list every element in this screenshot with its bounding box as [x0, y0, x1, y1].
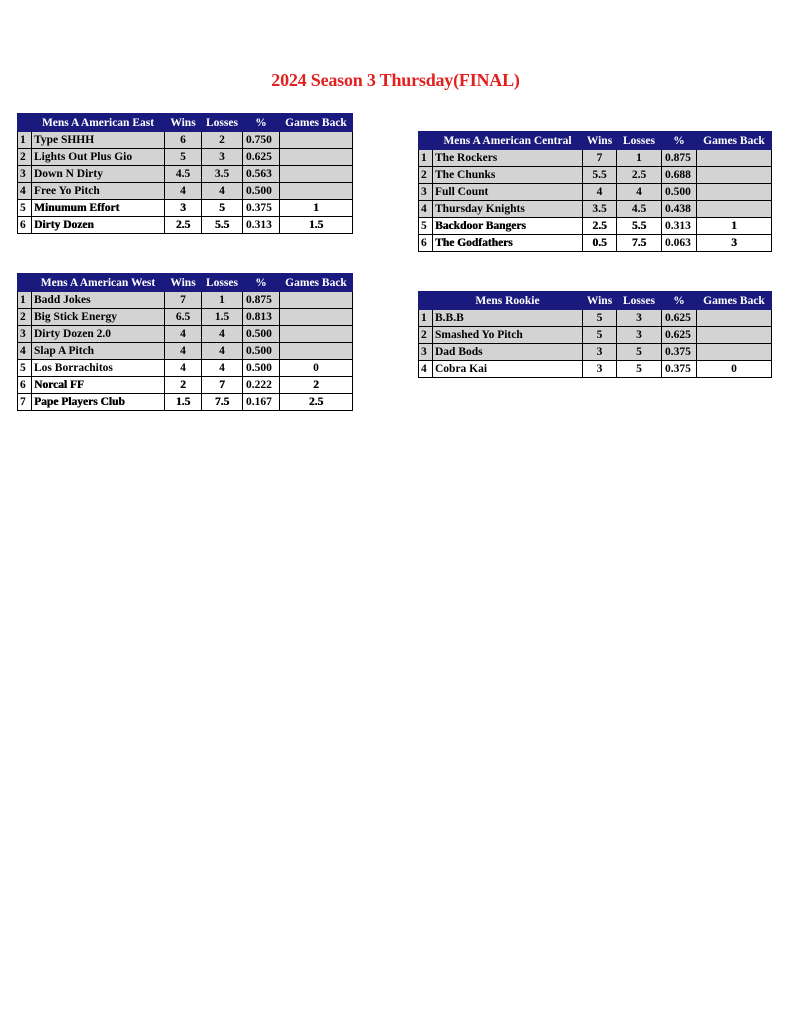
- team-name-cell: Full Count: [433, 184, 583, 201]
- games-back-cell: 0: [697, 361, 772, 378]
- games-back-cell: [697, 201, 772, 218]
- table-row: [419, 167, 772, 184]
- division-table-east: [17, 113, 353, 234]
- table-row: [18, 326, 353, 343]
- pct-cell: 0.563: [243, 166, 280, 183]
- wins-cell: 4: [165, 360, 202, 377]
- table-row: [18, 149, 353, 166]
- pct-cell: 0.750: [243, 132, 280, 149]
- table-header-row: [18, 114, 353, 132]
- division-name-header: Mens A American East: [32, 114, 165, 132]
- team-name-cell: B.B.B: [433, 310, 583, 327]
- team-name-cell: Norcal FF: [32, 377, 165, 394]
- games-back-cell: [280, 132, 353, 149]
- games-back-column-header: Games Back: [697, 292, 772, 310]
- team-name-cell: Free Yo Pitch: [32, 183, 165, 200]
- rank-cell: 4: [18, 343, 32, 360]
- wins-column-header: Wins: [583, 292, 617, 310]
- losses-cell: 4: [202, 360, 243, 377]
- rank-cell: 2: [18, 309, 32, 326]
- table-row: [419, 235, 772, 252]
- losses-cell: 4: [202, 343, 243, 360]
- table-header-row: [419, 292, 772, 310]
- wins-cell: 1.5: [165, 394, 202, 411]
- table-row: [18, 166, 353, 183]
- wins-cell: 4.5: [165, 166, 202, 183]
- pct-cell: 0.500: [243, 360, 280, 377]
- losses-cell: 1: [202, 292, 243, 309]
- rank-cell: 5: [18, 360, 32, 377]
- wins-column-header: Wins: [165, 114, 202, 132]
- wins-cell: 5.5: [583, 167, 617, 184]
- wins-cell: 7: [583, 150, 617, 167]
- pct-cell: 0.875: [243, 292, 280, 309]
- table-row: [419, 361, 772, 378]
- pct-cell: 0.375: [243, 200, 280, 217]
- team-name-cell: Thursday Knights: [433, 201, 583, 218]
- losses-cell: 3: [202, 149, 243, 166]
- pct-cell: 0.500: [243, 326, 280, 343]
- wins-cell: 4: [165, 326, 202, 343]
- rank-cell: 3: [18, 326, 32, 343]
- team-name-cell: Big Stick Energy: [32, 309, 165, 326]
- team-name-cell: Type SHHH: [32, 132, 165, 149]
- table-row: [419, 201, 772, 218]
- games-back-cell: [280, 183, 353, 200]
- rank-cell: 6: [419, 235, 433, 252]
- pct-cell: 0.313: [662, 218, 697, 235]
- pct-column-header: %: [662, 292, 697, 310]
- table-header-row: [419, 132, 772, 150]
- wins-cell: 4: [583, 184, 617, 201]
- games-back-cell: [697, 150, 772, 167]
- losses-cell: 5.5: [617, 218, 662, 235]
- table-row: [18, 377, 353, 394]
- page-title: 2024 Season 3 Thursday(FINAL): [271, 70, 520, 90]
- table-row: [419, 218, 772, 235]
- rank-column-header: [419, 132, 433, 150]
- pct-cell: 0.375: [662, 344, 697, 361]
- losses-cell: 1: [617, 150, 662, 167]
- wins-cell: 5: [583, 327, 617, 344]
- wins-cell: 3: [583, 344, 617, 361]
- losses-cell: 3: [617, 327, 662, 344]
- wins-column-header: Wins: [583, 132, 617, 150]
- rank-cell: 2: [419, 167, 433, 184]
- wins-cell: 6.5: [165, 309, 202, 326]
- losses-cell: 4.5: [617, 201, 662, 218]
- division-table-central: [418, 131, 772, 252]
- games-back-cell: [697, 184, 772, 201]
- losses-cell: 5: [617, 361, 662, 378]
- team-name-cell: The Godfathers: [433, 235, 583, 252]
- losses-cell: 1.5: [202, 309, 243, 326]
- rank-cell: 1: [18, 132, 32, 149]
- losses-column-header: Losses: [617, 132, 662, 150]
- table-row: [18, 292, 353, 309]
- table-row: [18, 217, 353, 234]
- games-back-cell: 1: [697, 218, 772, 235]
- table-row: [18, 309, 353, 326]
- games-back-cell: [280, 309, 353, 326]
- rank-cell: 6: [18, 377, 32, 394]
- pct-cell: 0.688: [662, 167, 697, 184]
- rank-cell: 5: [18, 200, 32, 217]
- team-name-cell: Cobra Kai: [433, 361, 583, 378]
- table-row: [18, 132, 353, 149]
- losses-column-header: Losses: [617, 292, 662, 310]
- losses-cell: 5: [202, 200, 243, 217]
- rank-cell: 1: [18, 292, 32, 309]
- rank-cell: 3: [419, 184, 433, 201]
- division-table-rookie: [418, 291, 772, 378]
- games-back-cell: 3: [697, 235, 772, 252]
- wins-cell: 2.5: [165, 217, 202, 234]
- losses-cell: 7.5: [617, 235, 662, 252]
- losses-column-header: Losses: [202, 114, 243, 132]
- table-row: [18, 394, 353, 411]
- pct-cell: 0.438: [662, 201, 697, 218]
- rank-cell: 5: [419, 218, 433, 235]
- wins-cell: 3: [165, 200, 202, 217]
- team-name-cell: Badd Jokes: [32, 292, 165, 309]
- wins-cell: 3: [583, 361, 617, 378]
- wins-cell: 6: [165, 132, 202, 149]
- pct-column-header: %: [243, 274, 280, 292]
- losses-cell: 7: [202, 377, 243, 394]
- losses-cell: 5: [617, 344, 662, 361]
- pct-column-header: %: [662, 132, 697, 150]
- rank-column-header: [419, 292, 433, 310]
- rank-column-header: [18, 114, 32, 132]
- rank-cell: 4: [419, 361, 433, 378]
- rank-cell: 1: [419, 150, 433, 167]
- games-back-cell: [697, 310, 772, 327]
- wins-cell: 2: [165, 377, 202, 394]
- pct-column-header: %: [243, 114, 280, 132]
- losses-cell: 4: [617, 184, 662, 201]
- table-row: [18, 183, 353, 200]
- rank-cell: 2: [419, 327, 433, 344]
- pct-cell: 0.625: [662, 310, 697, 327]
- division-table-west: [17, 273, 353, 411]
- games-back-cell: [280, 343, 353, 360]
- rank-cell: 4: [18, 183, 32, 200]
- games-back-cell: [280, 292, 353, 309]
- rank-cell: 3: [419, 344, 433, 361]
- games-back-cell: [280, 326, 353, 343]
- table-row: [419, 184, 772, 201]
- games-back-cell: 0: [280, 360, 353, 377]
- rank-cell: 1: [419, 310, 433, 327]
- rank-cell: 6: [18, 217, 32, 234]
- team-name-cell: Backdoor Bangers: [433, 218, 583, 235]
- team-name-cell: Smashed Yo Pitch: [433, 327, 583, 344]
- table-row: [419, 150, 772, 167]
- losses-cell: 2: [202, 132, 243, 149]
- team-name-cell: Lights Out Plus Gio: [32, 149, 165, 166]
- wins-cell: 2.5: [583, 218, 617, 235]
- games-back-cell: 1: [280, 200, 353, 217]
- games-back-cell: 2.5: [280, 394, 353, 411]
- team-name-cell: Dirty Dozen 2.0: [32, 326, 165, 343]
- wins-cell: 4: [165, 343, 202, 360]
- pct-cell: 0.063: [662, 235, 697, 252]
- table-row: [419, 344, 772, 361]
- losses-cell: 4: [202, 326, 243, 343]
- table-row: [18, 360, 353, 377]
- wins-cell: 4: [165, 183, 202, 200]
- rank-cell: 3: [18, 166, 32, 183]
- table-row: [419, 310, 772, 327]
- pct-cell: 0.167: [243, 394, 280, 411]
- pct-cell: 0.625: [243, 149, 280, 166]
- team-name-cell: The Rockers: [433, 150, 583, 167]
- wins-cell: 7: [165, 292, 202, 309]
- games-back-cell: 2: [280, 377, 353, 394]
- team-name-cell: Dad Bods: [433, 344, 583, 361]
- team-name-cell: Dirty Dozen: [32, 217, 165, 234]
- pct-cell: 0.222: [243, 377, 280, 394]
- division-name-header: Mens A American Central: [433, 132, 583, 150]
- wins-cell: 5: [165, 149, 202, 166]
- losses-cell: 2.5: [617, 167, 662, 184]
- wins-cell: 3.5: [583, 201, 617, 218]
- wins-cell: 0.5: [583, 235, 617, 252]
- rank-cell: 7: [18, 394, 32, 411]
- team-name-cell: Pape Players Club: [32, 394, 165, 411]
- team-name-cell: Down N Dirty: [32, 166, 165, 183]
- pct-cell: 0.875: [662, 150, 697, 167]
- losses-cell: 7.5: [202, 394, 243, 411]
- pct-cell: 0.813: [243, 309, 280, 326]
- rank-cell: 2: [18, 149, 32, 166]
- pct-cell: 0.500: [662, 184, 697, 201]
- pct-cell: 0.625: [662, 327, 697, 344]
- team-name-cell: Los Borrachitos: [32, 360, 165, 377]
- pct-cell: 0.500: [243, 183, 280, 200]
- games-back-column-header: Games Back: [280, 114, 353, 132]
- team-name-cell: Minumum Effort: [32, 200, 165, 217]
- rank-column-header: [18, 274, 32, 292]
- wins-cell: 5: [583, 310, 617, 327]
- games-back-column-header: Games Back: [697, 132, 772, 150]
- division-name-header: Mens Rookie: [433, 292, 583, 310]
- losses-cell: 5.5: [202, 217, 243, 234]
- wins-column-header: Wins: [165, 274, 202, 292]
- table-row: [419, 327, 772, 344]
- games-back-cell: [280, 149, 353, 166]
- team-name-cell: The Chunks: [433, 167, 583, 184]
- games-back-cell: 1.5: [280, 217, 353, 234]
- games-back-cell: [697, 327, 772, 344]
- losses-cell: 3: [617, 310, 662, 327]
- table-row: [18, 200, 353, 217]
- losses-column-header: Losses: [202, 274, 243, 292]
- table-row: [18, 343, 353, 360]
- pct-cell: 0.500: [243, 343, 280, 360]
- losses-cell: 4: [202, 183, 243, 200]
- games-back-column-header: Games Back: [280, 274, 353, 292]
- table-header-row: [18, 274, 353, 292]
- games-back-cell: [280, 166, 353, 183]
- team-name-cell: Slap A Pitch: [32, 343, 165, 360]
- rank-cell: 4: [419, 201, 433, 218]
- pct-cell: 0.375: [662, 361, 697, 378]
- losses-cell: 3.5: [202, 166, 243, 183]
- games-back-cell: [697, 167, 772, 184]
- division-name-header: Mens A American West: [32, 274, 165, 292]
- games-back-cell: [697, 344, 772, 361]
- pct-cell: 0.313: [243, 217, 280, 234]
